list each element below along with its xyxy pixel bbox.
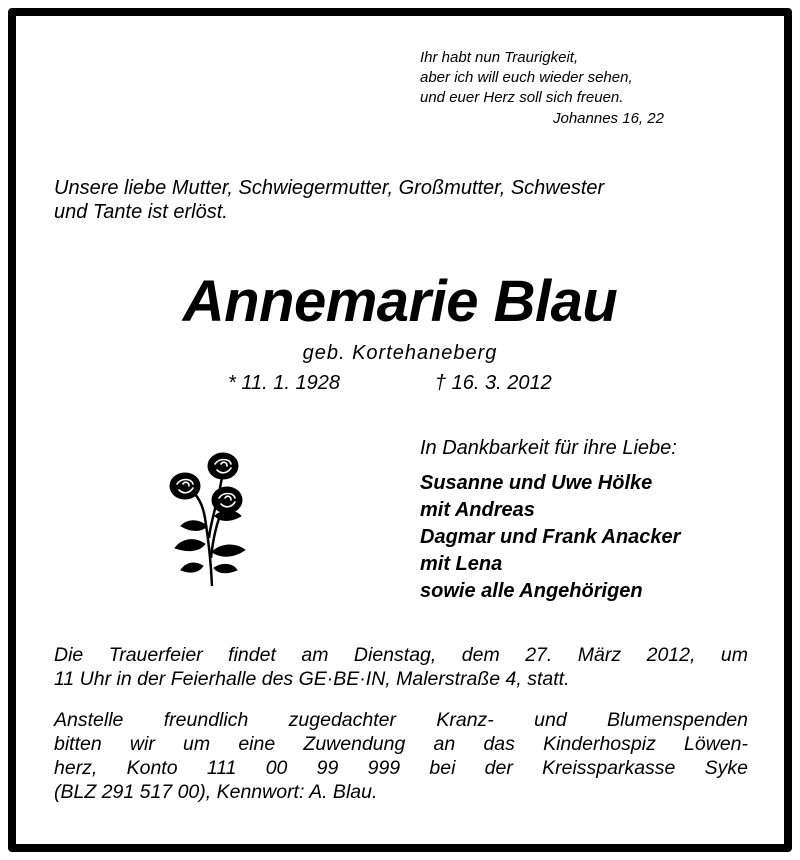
mourner-line-3: Dagmar und Frank Anacker <box>420 526 681 548</box>
donation-line-1: Anstelle freundlich zugedachter Kranz- und Blumenspenden <box>54 709 748 731</box>
donation-line-4: (BLZ 291 517 00), Kennwort: A. Blau. <box>54 781 378 803</box>
verse-line-1: Ihr habt nun Traurigkeit, <box>420 49 579 66</box>
mourner-line-5: sowie alle Angehörigen <box>420 580 643 602</box>
service-line-1: Die Trauerfeier findet am Dienstag, dem 27. März 2012, um <box>54 644 748 666</box>
donation-line-2: bitten wir um eine Zuwendung an das Kinderhospiz Löwen- <box>54 733 748 755</box>
verse-line-2: aber ich will euch wieder sehen, <box>420 69 633 86</box>
deceased-name: Annemarie Blau <box>182 269 618 334</box>
donation-line-3: herz, Konto 111 00 99 999 bei der Kreissparkasse Syke <box>54 757 748 779</box>
service-paragraph <box>54 643 748 691</box>
mourner-line-2: mit Andreas <box>420 499 535 521</box>
death-date: † 16. 3. 2012 <box>435 372 552 394</box>
intro-line-2: und Tante ist erlöst. <box>54 201 228 223</box>
birth-name: geb. Kortehaneberg <box>302 342 498 364</box>
mourner-line-4: mit Lena <box>420 553 503 575</box>
verse-reference: Johannes 16, 22 <box>553 110 664 127</box>
verse-line-3: und euer Herz soll sich freuen. <box>420 89 624 106</box>
birth-date: * 11. 1. 1928 <box>228 372 340 394</box>
rose-icon <box>165 448 260 588</box>
intro-line-1: Unsere liebe Mutter, Schwiegermutter, Großmutter, Schwester <box>54 177 605 199</box>
service-line-2: 11 Uhr in der Feierhalle des GE·BE·IN, Malerstraße 4, statt. <box>54 668 570 690</box>
mourner-line-1: Susanne und Uwe Hölke <box>420 472 653 494</box>
donation-paragraph <box>54 708 748 804</box>
thanks-heading: In Dankbarkeit für ihre Liebe: <box>420 437 677 459</box>
